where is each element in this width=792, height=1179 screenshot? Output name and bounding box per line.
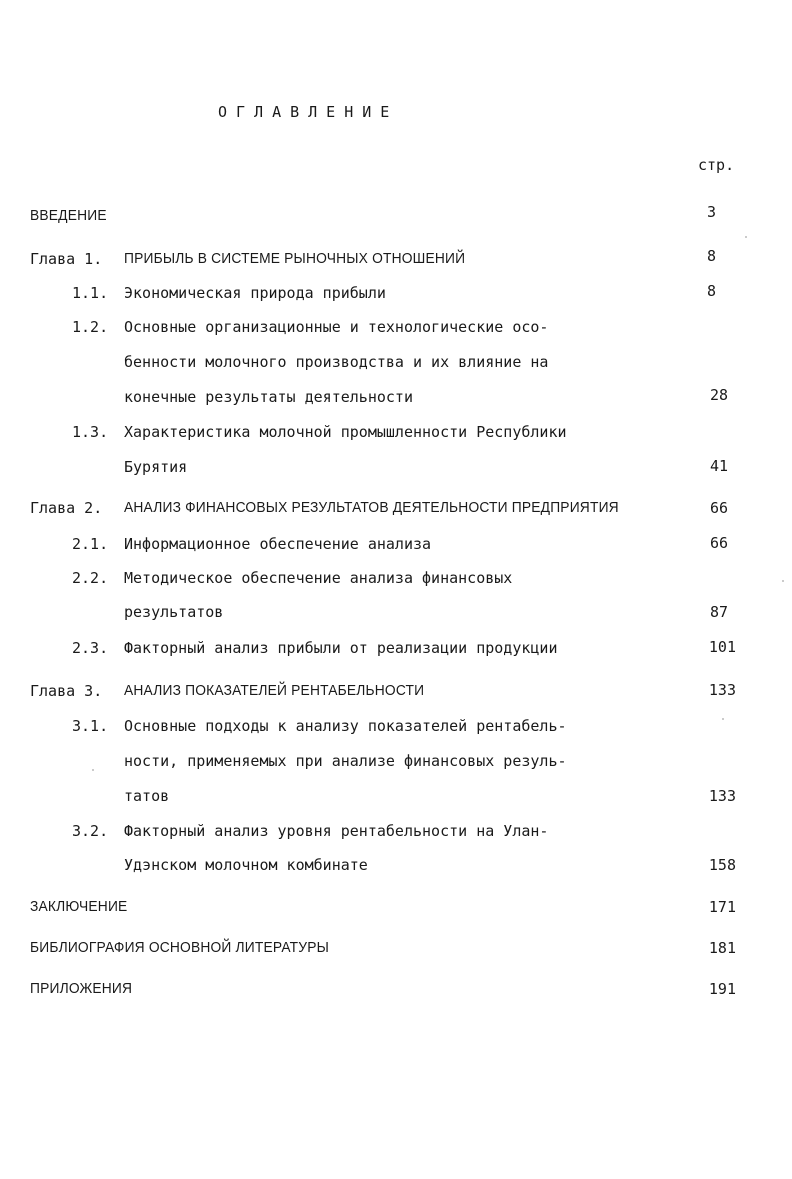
section-2-2-page: 87 [709, 603, 728, 621]
section-2-1-page: 66 [709, 534, 728, 552]
section-1-3-line-1: Характеристика молочной промышленности Республики [124, 423, 567, 441]
section-2-2-num: 2.2. [72, 569, 109, 587]
section-1-2-line-3: конечные результаты деятельности [124, 388, 413, 406]
section-2-1-num: 2.1. [72, 535, 109, 553]
toc-bibliography: БИБЛИОГРАФИЯ ОСНОВНОЙ ЛИТЕРАТУРЫ [30, 939, 330, 956]
chapter-1-title: ПРИБЫЛЬ В СИСТЕМЕ РЫНОЧНЫХ ОТНОШЕНИЙ [124, 250, 466, 267]
toc-appendix-page: 191 [708, 980, 736, 998]
chapter-1-page: 8 [706, 247, 716, 265]
chapter-3-prefix: Глава 3. [30, 682, 103, 700]
section-3-2-num: 3.2. [72, 822, 109, 840]
section-3-2-page: 158 [708, 856, 736, 874]
toc-title: ОГЛАВЛЕНИЕ [218, 103, 399, 121]
section-1-2-num: 1.2. [72, 318, 109, 336]
section-2-2-line-1: Методическое обеспечение анализа финансовых [124, 569, 513, 587]
section-2-1-line-1: Информационное обеспечение анализа [124, 535, 432, 553]
scan-speck [745, 236, 747, 238]
toc-conclusion: ЗАКЛЮЧЕНИЕ [30, 898, 128, 915]
scan-speck [92, 769, 94, 771]
page-column-label: стр. [698, 156, 735, 174]
section-1-2-page: 28 [709, 386, 728, 404]
section-1-1-num: 1.1. [72, 284, 109, 302]
section-2-3-page: 101 [708, 638, 736, 656]
toc-intro-page: 3 [706, 203, 716, 221]
chapter-2-page: 66 [709, 499, 728, 517]
section-1-2-line-1: Основные организационные и технологические осо- [124, 318, 549, 336]
section-3-2-line-1: Факторный анализ уровня рентабельности на Улан- [124, 822, 549, 840]
section-1-3-line-2: Бурятия [124, 458, 188, 476]
section-1-1-page: 8 [706, 282, 716, 300]
section-1-2-line-2: бенности молочного производства и их влияние на [124, 353, 549, 371]
section-2-3-line-1: Факторный анализ прибыли от реализации продукции [124, 639, 558, 657]
toc-bibliography-page: 181 [708, 939, 736, 957]
section-3-1-num: 3.1. [72, 717, 109, 735]
chapter-1-prefix: Глава 1. [30, 250, 103, 268]
toc-conclusion-page: 171 [708, 898, 736, 916]
section-3-1-line-2: ности, применяемых при анализе финансовых резуль- [124, 752, 567, 770]
section-1-3-page: 41 [709, 457, 728, 475]
section-3-1-line-3: татов [124, 787, 170, 805]
section-1-3-num: 1.3. [72, 423, 109, 441]
section-2-3-num: 2.3. [72, 639, 109, 657]
chapter-3-title: АНАЛИЗ ПОКАЗАТЕЛЕЙ РЕНТАБЕЛЬНОСТИ [124, 682, 425, 699]
toc-appendix: ПРИЛОЖЕНИЯ [30, 980, 133, 997]
scan-speck [722, 718, 724, 720]
chapter-2-prefix: Глава 2. [30, 499, 103, 517]
toc-intro: ВВЕДЕНИЕ [30, 207, 107, 224]
section-3-1-line-1: Основные подходы к анализу показателей рентабель- [124, 717, 567, 735]
chapter-2-title: АНАЛИЗ ФИНАНСОВЫХ РЕЗУЛЬТАТОВ ДЕЯТЕЛЬНОСТИ ПРЕДПРИЯТИЯ [124, 499, 619, 516]
section-2-2-line-2: результатов [124, 603, 224, 621]
section-3-1-page: 133 [708, 787, 736, 805]
section-3-2-line-2: Удэнском молочном комбинате [124, 856, 368, 874]
section-1-1-line-1: Экономическая природа прибыли [124, 284, 386, 302]
chapter-3-page: 133 [708, 681, 736, 699]
scan-speck [782, 580, 784, 582]
